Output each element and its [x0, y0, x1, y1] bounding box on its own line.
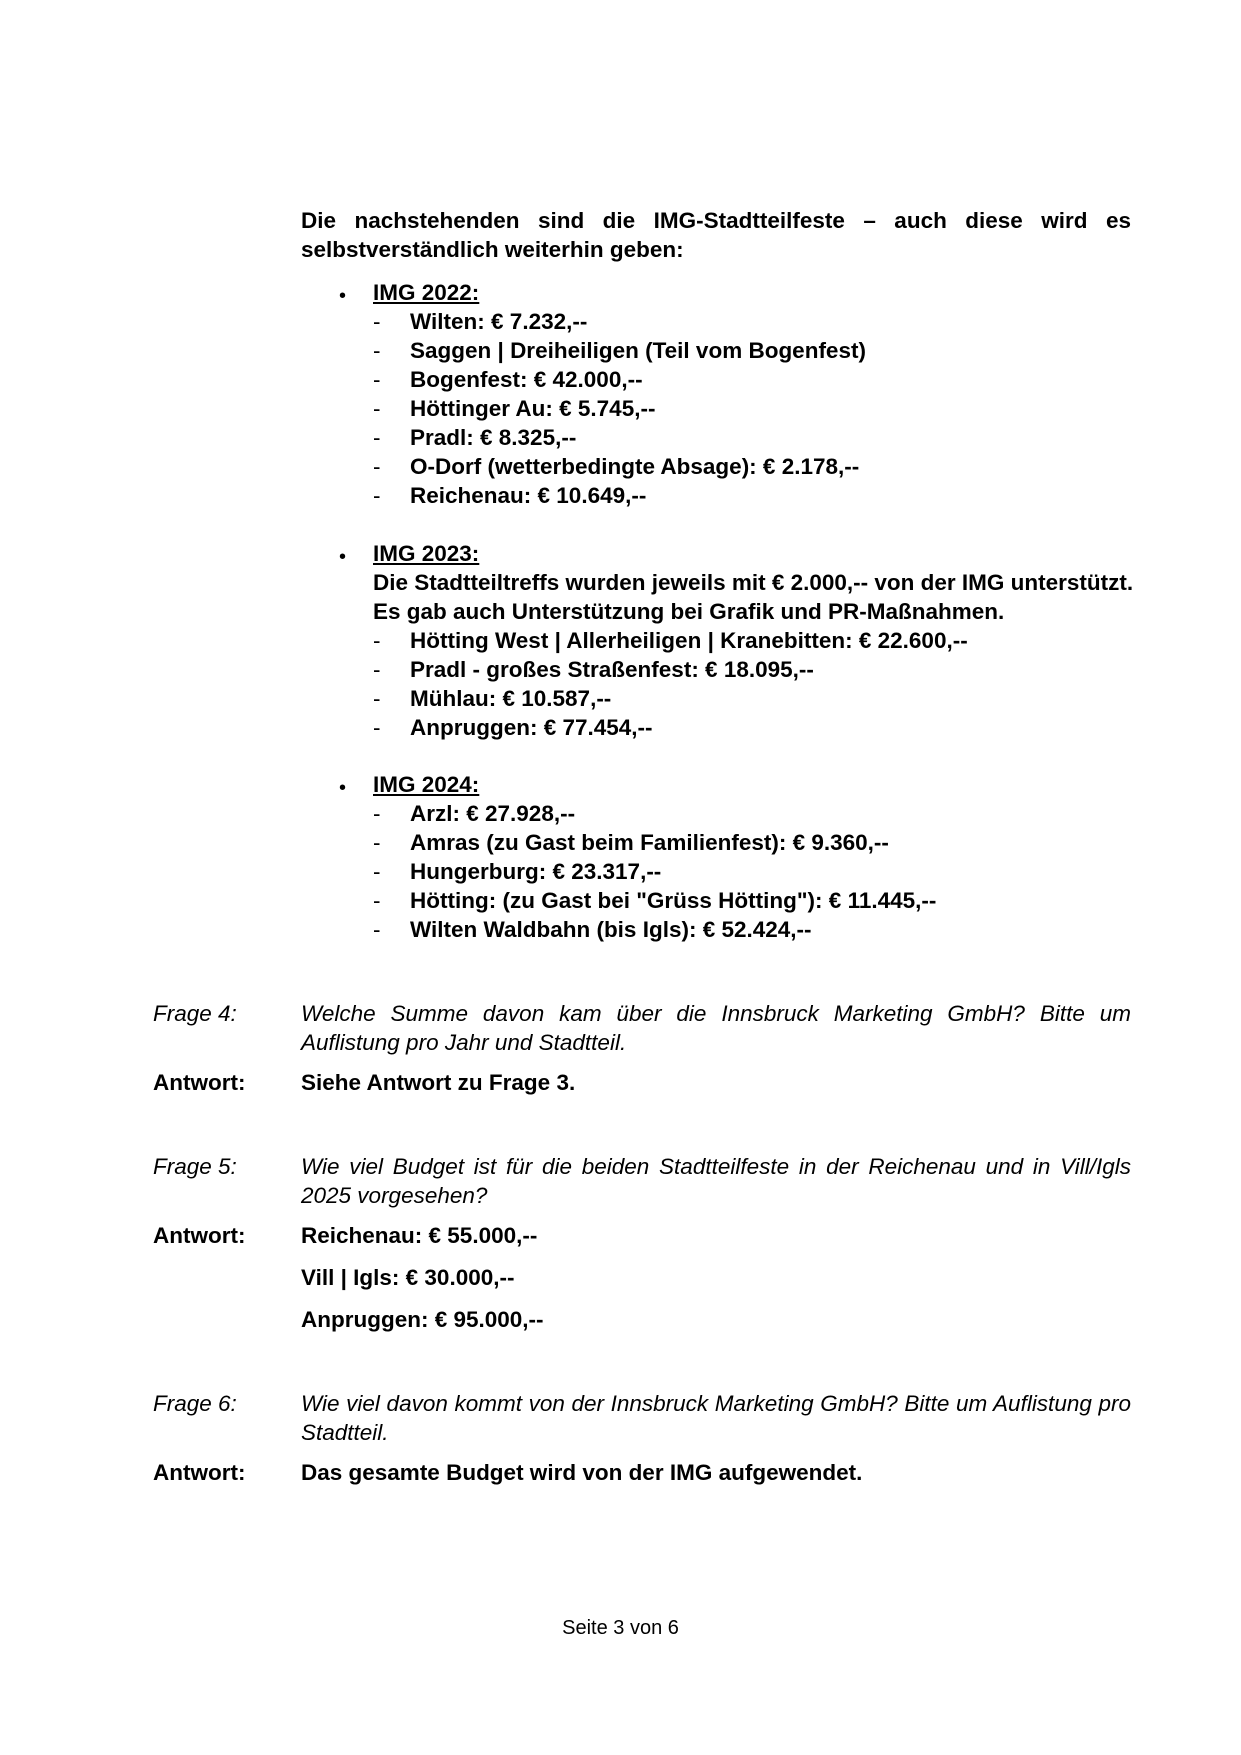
list-item: - Mühlau: € 10.587,-- [373, 686, 612, 711]
festival-list [373, 799, 936, 944]
list-item: - Pradl: € 8.325,-- [373, 425, 577, 450]
list-item: - Bogenfest: € 42.000,-- [373, 367, 643, 392]
festival-list [373, 307, 866, 510]
question-label: Frage 5: [153, 1154, 237, 1179]
page-number: Seite 3 von 6 [562, 1617, 679, 1639]
answer-label: Antwort: [153, 1223, 246, 1248]
section-title: IMG 2023: [373, 541, 480, 566]
list-item: - Arzl: € 27.928,-- [373, 801, 576, 826]
answer-line: Anpruggen: € 95.000,-- [301, 1307, 544, 1332]
answer-label: Antwort: [153, 1460, 246, 1485]
list-item: - Anpruggen: € 77.454,-- [373, 715, 653, 740]
section-text: Die Stadtteiltreffs wurden jeweils mit € 2.000,-- von der IMG unterstützt. [373, 570, 1134, 595]
bullet-icon: • [339, 285, 347, 307]
list-item: - Hötting: (zu Gast bei "Grüss Hötting"): € 11.445,-- [373, 888, 937, 913]
question-label: Frage 4: [153, 1001, 237, 1026]
list-item: - Reichenau: € 10.649,-- [373, 483, 647, 508]
list-item: - Höttinger Au: € 5.745,-- [373, 396, 656, 421]
question-label: Frage 6: [153, 1391, 237, 1416]
question-text: Wie viel Budget ist für die beiden Stadtteilfeste in der Reichenau und in Vill/Igls 2025 vorgesehen? [301, 1154, 1131, 1208]
section-text: Es gab auch Unterstützung bei Grafik und PR-Maßnahmen. [373, 599, 1005, 624]
answer-label: Antwort: [153, 1070, 246, 1095]
answer-text: Das gesamte Budget wird von der IMG aufgewendet. [301, 1460, 863, 1485]
list-item: - Hötting West | Allerheiligen | Kranebitten: € 22.600,-- [373, 628, 968, 653]
list-item: - Pradl - großes Straßenfest: € 18.095,-- [373, 657, 814, 682]
answer-text: Siehe Antwort zu Frage 3. [301, 1070, 576, 1095]
section-title: IMG 2022: [373, 280, 480, 305]
festival-list [373, 626, 968, 742]
list-item: - Wilten: € 7.232,-- [373, 309, 588, 334]
list-item: - Wilten Waldbahn (bis Igls): € 52.424,-- [373, 917, 812, 942]
list-item: - Amras (zu Gast beim Familienfest): € 9.360,-- [373, 830, 889, 855]
section-title: IMG 2024: [373, 772, 480, 797]
question-text: Welche Summe davon kam über die Innsbruck Marketing GmbH? Bitte um Auflistung pro Jahr und Stadtteil. [301, 1001, 1131, 1055]
answer-line: Vill | Igls: € 30.000,-- [301, 1265, 515, 1290]
bullet-icon: • [339, 546, 347, 568]
list-item: - Saggen | Dreiheiligen (Teil vom Bogenfest) [373, 338, 866, 363]
list-item: - O-Dorf (wetterbedingte Absage): € 2.178,-- [373, 454, 860, 479]
question-text: Wie viel davon kommt von der Innsbruck Marketing GmbH? Bitte um Auflistung pro Stadtteil. [301, 1391, 1131, 1445]
answer-line: Reichenau: € 55.000,-- [301, 1223, 538, 1248]
intro-paragraph: Die nachstehenden sind die IMG-Stadtteilfeste – auch diese wird es selbstverständlich weiterhin geben: [301, 208, 1131, 262]
list-item: - Hungerburg: € 23.317,-- [373, 859, 662, 884]
bullet-icon: • [339, 777, 347, 799]
